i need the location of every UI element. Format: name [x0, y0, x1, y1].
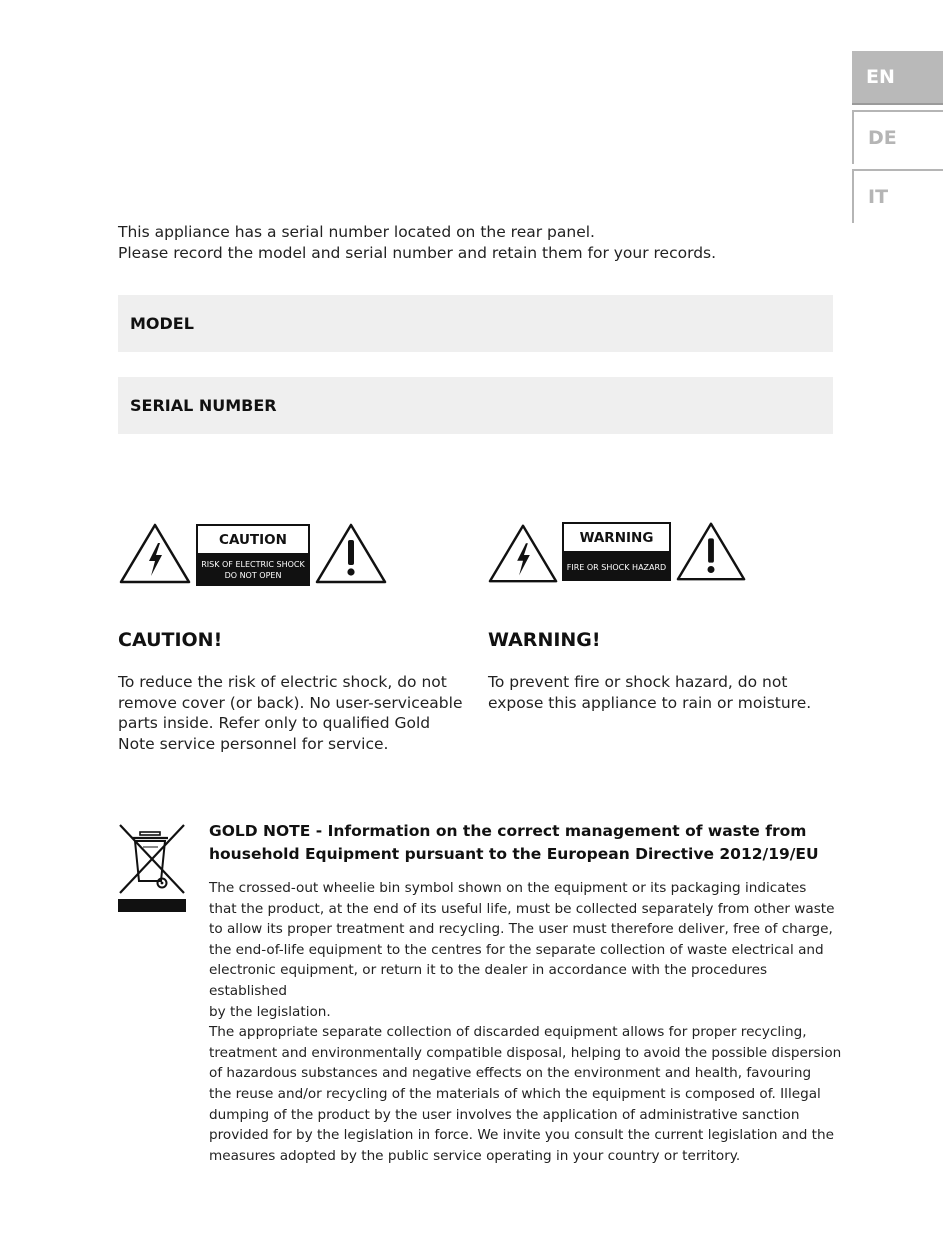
warning-sign-line-1: FIRE OR SHOCK HAZARD — [566, 563, 667, 572]
weee-text — [209, 878, 849, 1166]
weee-text-line: that the product, at the end of its useful life, must be collected separately from other waste — [209, 900, 835, 917]
caution-sign-line-1: RISK OF ELECTRIC SHOCK — [201, 559, 305, 569]
caution-symbols — [118, 521, 388, 587]
caution-line-1: To reduce the risk of electric shock, do not — [118, 673, 447, 691]
warning-symbols — [487, 519, 747, 585]
weee-text-line: electronic equipment, or return it to the dealer in accordance with the procedures established — [209, 962, 768, 999]
caution-text — [118, 672, 463, 754]
intro-line-2: Please record the model and serial number and retain them for your records. — [118, 244, 717, 262]
caution-line-2: remove cover (or back). No user-serviceable — [118, 693, 463, 712]
weee-title — [209, 820, 819, 866]
exclamation-triangle-icon — [675, 519, 747, 583]
weee-text-line: dumping of the product by the user involves the application of administrative sanction — [209, 1106, 800, 1123]
weee-text-line: of hazardous substances and negative effects on the environment and health, favouring — [209, 1065, 812, 1082]
exclamation-triangle-icon — [314, 521, 388, 585]
weee-title-line-2: household Equipment pursuant to the European Directive 2012/19/EU — [209, 845, 819, 863]
crossed-out-wheelie-bin-icon — [118, 823, 186, 913]
tab-en[interactable] — [852, 51, 943, 105]
caution-heading: CAUTION! — [118, 629, 223, 651]
warning-line-2: expose this appliance to rain or moisture. — [488, 693, 812, 712]
caution-sign-title: CAUTION — [219, 531, 287, 548]
tab-de[interactable] — [852, 110, 943, 164]
serial-number-field — [118, 377, 833, 434]
weee-text-line: provided for by the legislation in force. We invite you consult the current legislation and the — [209, 1127, 834, 1144]
weee-text-line: measures adopted by the public service operating in your country or territory. — [209, 1147, 741, 1164]
weee-title-line-1: GOLD NOTE - Information on the correct management of waste from — [209, 822, 807, 840]
weee-text-line: The crossed-out wheelie bin symbol shown on the equipment or its packaging indicates — [209, 880, 807, 896]
intro-line-1: This appliance has a serial number located on the rear panel. — [118, 223, 595, 241]
electric-shock-triangle-icon — [118, 521, 192, 585]
tab-en-label: EN — [866, 66, 895, 88]
weee-text-line: the reuse and/or recycling of the materials of which the equipment is composed of. Illegal — [209, 1085, 821, 1102]
electric-shock-triangle-icon — [487, 521, 559, 585]
tab-de-label: DE — [868, 127, 897, 149]
caution-line-4: Note service personnel for service. — [118, 734, 389, 753]
warning-sign — [562, 522, 671, 581]
warning-sign-title: WARNING — [579, 529, 654, 546]
weee-text-line: treatment and environmentally compatible disposal, helping to avoid the possible dispersion — [209, 1044, 842, 1061]
weee-text-line: to allow its proper treatment and recycling. The user must therefore deliver, free of charge, — [209, 921, 833, 938]
weee-text-line: The appropriate separate collection of discarded equipment allows for proper recycling, — [209, 1024, 807, 1041]
weee-text-line: by the legislation. — [209, 1003, 331, 1020]
tab-it-label: IT — [868, 186, 889, 208]
caution-sign — [196, 524, 310, 586]
caution-sign-subtext — [198, 553, 308, 586]
warning-heading: WARNING! — [488, 629, 601, 651]
model-field — [118, 295, 833, 352]
intro-text — [118, 222, 716, 264]
warning-line-1: To prevent fire or shock hazard, do not — [488, 673, 788, 691]
model-label: MODEL — [130, 314, 194, 333]
serial-number-label: SERIAL NUMBER — [130, 396, 277, 415]
warning-text — [488, 672, 833, 713]
weee-text-line: the end-of-life equipment to the centres for the separate collection of waste electrical and — [209, 941, 824, 958]
tab-it[interactable] — [852, 169, 943, 223]
caution-line-3: parts inside. Refer only to qualified Gold — [118, 714, 431, 732]
warning-sign-subtext — [564, 551, 669, 581]
caution-sign-line-2: DO NOT OPEN — [224, 570, 282, 580]
